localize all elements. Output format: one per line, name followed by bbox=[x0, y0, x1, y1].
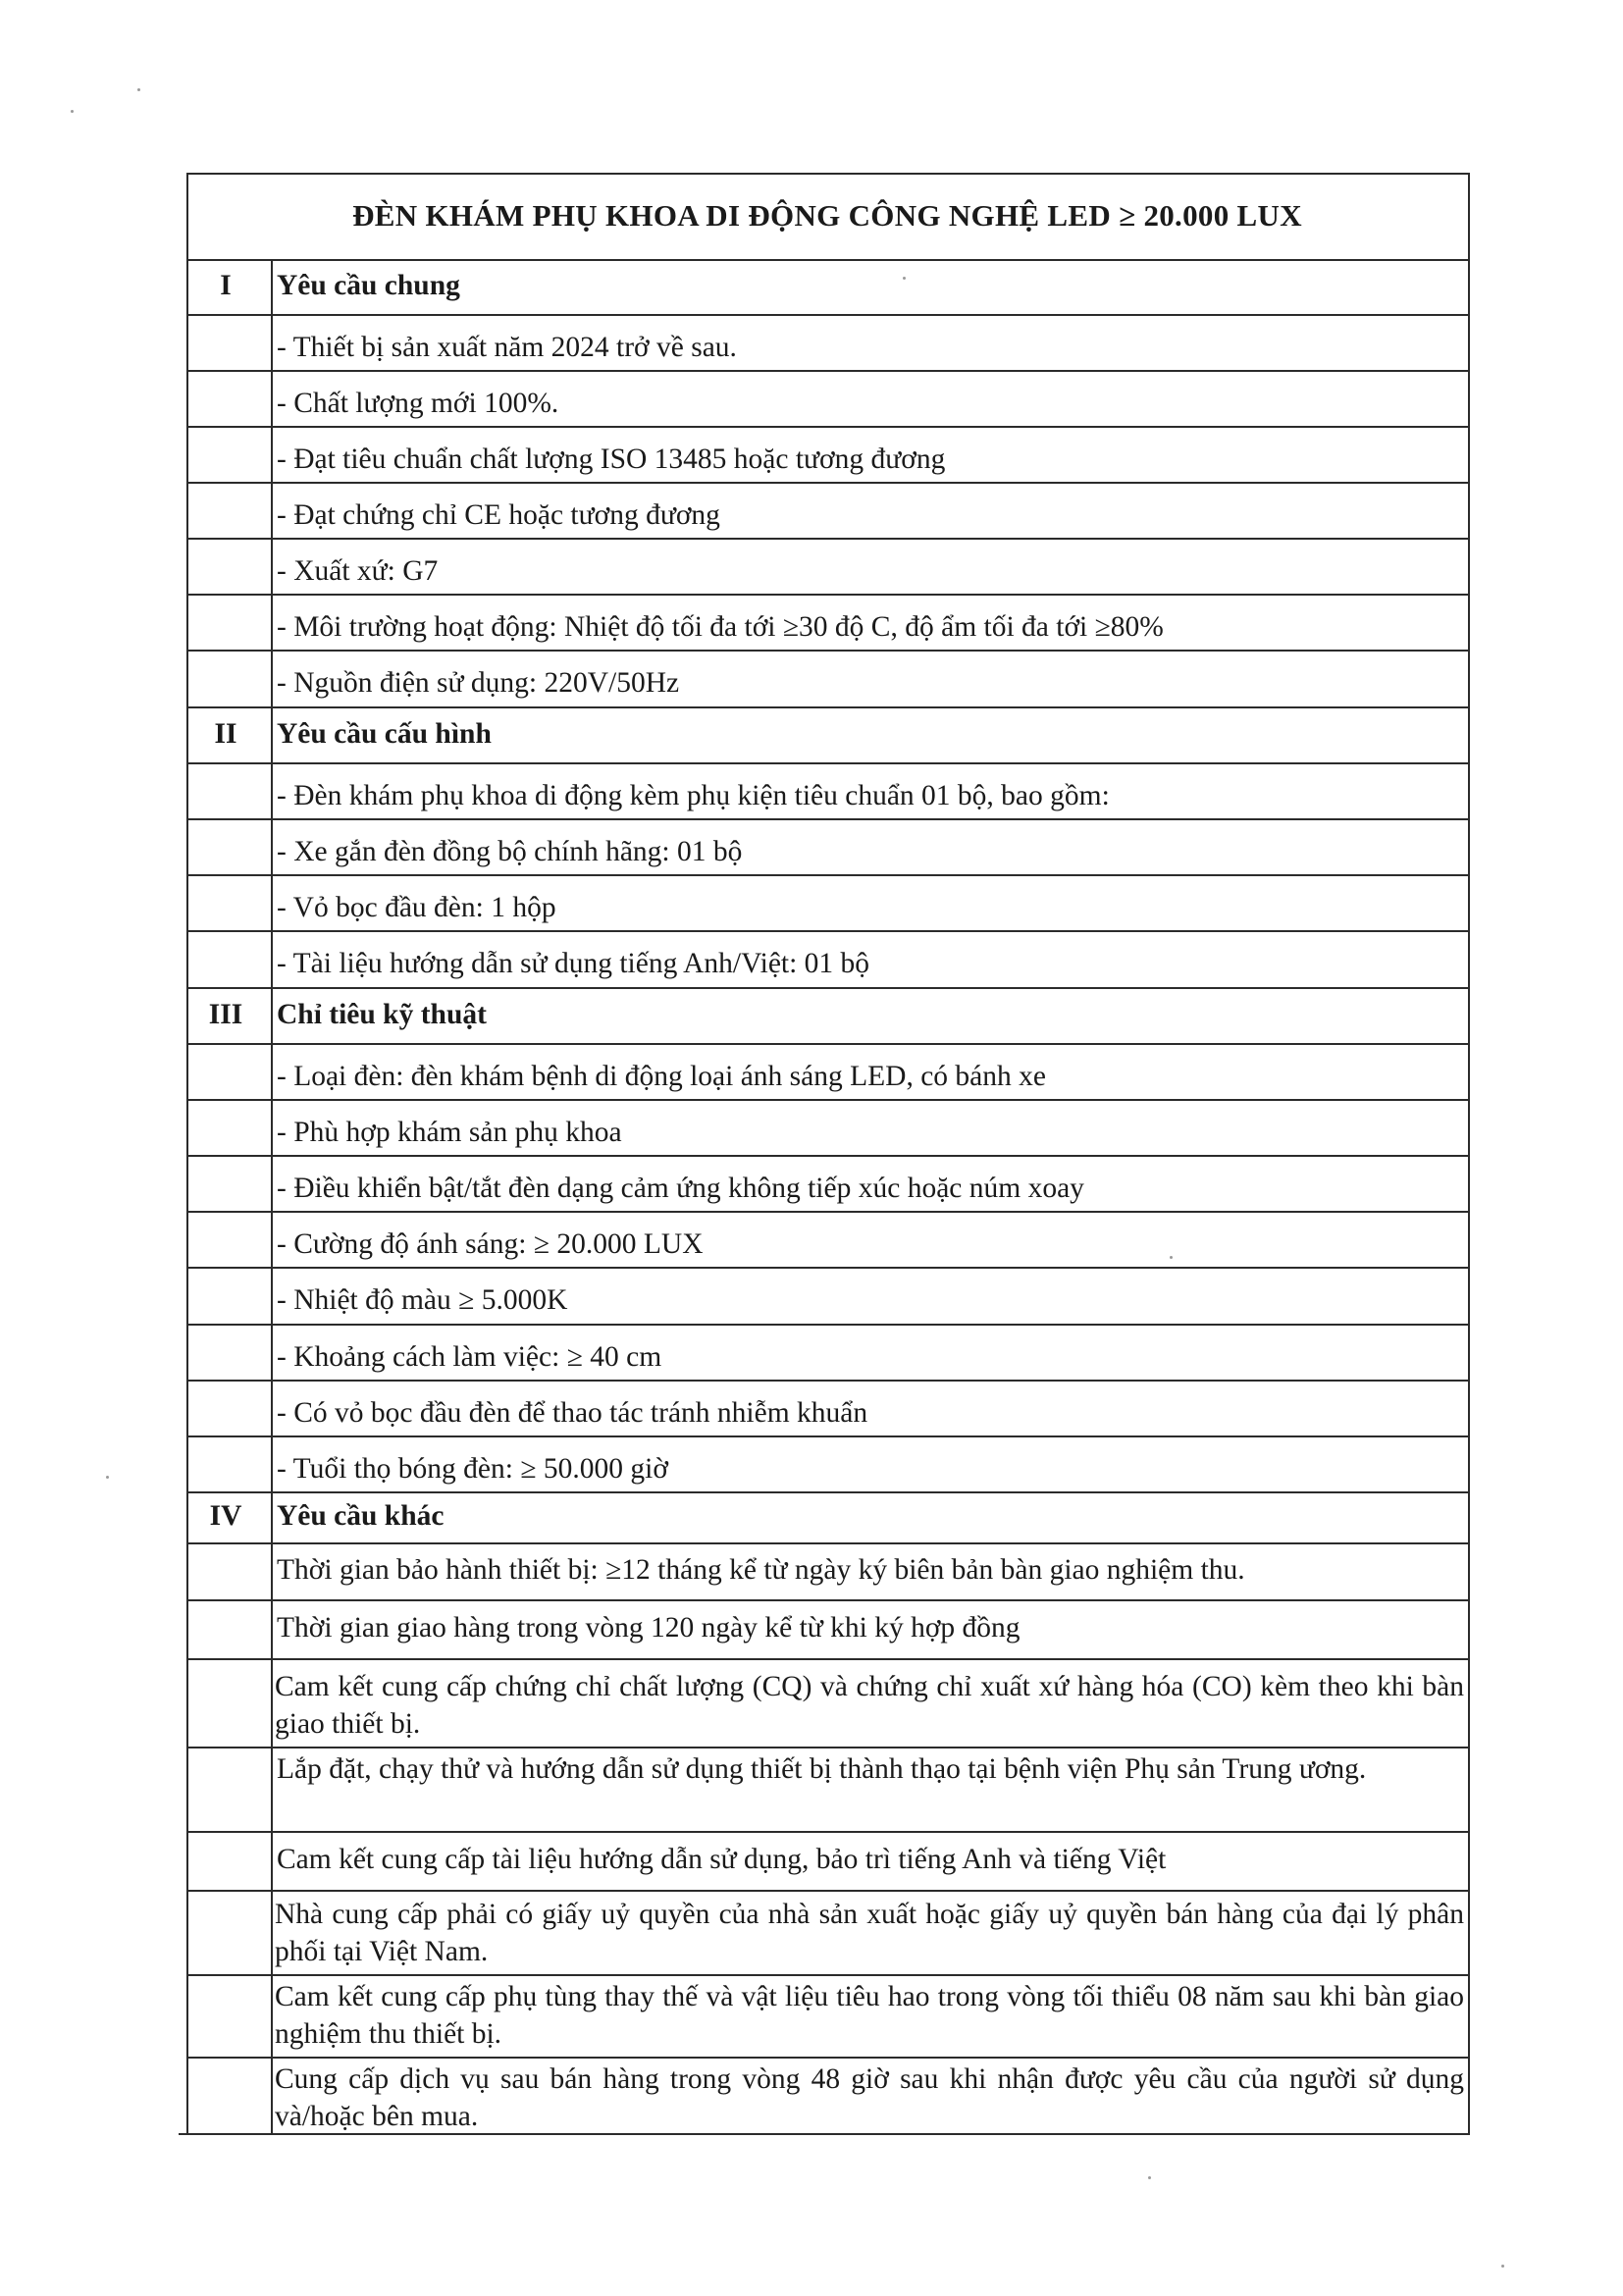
list-item: - Tài liệu hướng dẫn sử dụng tiếng Anh/Việt: 01 bộ bbox=[277, 948, 870, 980]
list-item: Cam kết cung cấp phụ tùng thay thế và vật liệu tiêu hao trong vòng tối thiểu 08 năm sau khi bàn giao nghiệm thu thiết bị. bbox=[275, 1981, 1464, 2050]
row-divider bbox=[186, 1747, 1470, 1748]
list-item: - Cường độ ánh sáng: ≥ 20.000 LUX bbox=[277, 1227, 704, 1260]
section-number: IV bbox=[209, 1500, 242, 1533]
list-item: - Điều khiển bật/tắt đèn dạng cảm ứng không tiếp xúc hoặc núm xoay bbox=[277, 1172, 1084, 1204]
scan-speck bbox=[1170, 1256, 1173, 1259]
list-item: Thời gian giao hàng trong vòng 120 ngày kể từ khi ký hợp đồng bbox=[277, 1612, 1021, 1644]
section-number: I bbox=[220, 270, 232, 302]
section-heading: Chỉ tiêu kỹ thuật bbox=[277, 998, 487, 1030]
scan-speck bbox=[137, 88, 140, 91]
list-item: - Vỏ bọc đầu đèn: 1 hộp bbox=[277, 891, 556, 923]
list-item: - Loại đèn: đèn khám bệnh di động loại ánh sáng LED, có bánh xe bbox=[277, 1060, 1046, 1092]
section-heading: Yêu cầu cấu hình bbox=[277, 717, 492, 750]
scan-speck bbox=[106, 1476, 109, 1479]
list-item: - Chất lượng mới 100%. bbox=[277, 387, 559, 419]
list-item: Thời gian bảo hành thiết bị: ≥12 tháng kể từ ngày ký biên bản bàn giao nghiệm thu. bbox=[277, 1554, 1245, 1587]
list-item: - Môi trường hoạt động: Nhiệt độ tối đa tới ≥30 độ C, độ ẩm tối đa tới ≥80% bbox=[277, 610, 1164, 643]
scan-speck bbox=[1148, 2176, 1151, 2179]
list-item: - Đèn khám phụ khoa di động kèm phụ kiện tiêu chuẩn 01 bộ, bao gồm: bbox=[277, 779, 1110, 811]
list-item: - Xuất xứ: G7 bbox=[277, 554, 439, 587]
list-item: - Nguồn điện sử dụng: 220V/50Hz bbox=[277, 667, 680, 700]
list-item: Nhà cung cấp phải có giấy uỷ quyền của nhà sản xuất hoặc giấy uỷ quyền bán hàng của đại lý phân phối tại Việt Nam. bbox=[275, 1899, 1464, 1967]
table-border-right bbox=[1468, 173, 1470, 2133]
row-divider bbox=[186, 1890, 1470, 1892]
list-item: - Phù hợp khám sản phụ khoa bbox=[277, 1116, 622, 1148]
scan-speck bbox=[71, 110, 74, 113]
list-item: - Xe gắn đèn đồng bộ chính hãng: 01 bộ bbox=[277, 835, 743, 867]
list-item: - Thiết bị sản xuất năm 2024 trở về sau. bbox=[277, 331, 737, 363]
section-number: II bbox=[214, 717, 237, 750]
table-border-left bbox=[186, 173, 188, 2133]
list-item: - Nhiệt độ màu ≥ 5.000K bbox=[277, 1284, 568, 1317]
list-item: - Đạt chứng chỉ CE hoặc tương đương bbox=[277, 498, 720, 531]
scan-speck bbox=[903, 277, 906, 280]
list-item: - Có vỏ bọc đầu đèn để thao tác tránh nhiễm khuẩn bbox=[277, 1396, 868, 1429]
list-item: Cung cấp dịch vụ sau bán hàng trong vòng 48 giờ sau khi nhận được yêu cầu của người sử dụng và/hoặc bên mua. bbox=[275, 2063, 1464, 2132]
list-item: - Đạt tiêu chuẩn chất lượng ISO 13485 hoặc tương đương bbox=[277, 443, 946, 475]
list-item: - Tuổi thọ bóng đèn: ≥ 50.000 giờ bbox=[277, 1452, 668, 1485]
section-number: III bbox=[208, 998, 243, 1030]
list-item: - Khoảng cách làm việc: ≥ 40 cm bbox=[277, 1340, 662, 1373]
row-divider bbox=[186, 2057, 1470, 2059]
list-item: Cam kết cung cấp chứng chỉ chất lượng (CQ) và chứng chỉ xuất xứ hàng hóa (CO) kèm theo khi bàn giao thiết bị. bbox=[275, 1671, 1464, 1740]
scan-speck bbox=[1501, 2265, 1504, 2268]
row-divider bbox=[186, 1658, 1470, 1660]
section-heading: Yêu cầu khác bbox=[277, 1500, 445, 1533]
document-title: ĐÈN KHÁM PHỤ KHOA DI ĐỘNG CÔNG NGHỆ LED ≥ 20.000 LUX bbox=[352, 198, 1302, 233]
section-heading: Yêu cầu chung bbox=[277, 270, 460, 302]
table-column-divider bbox=[271, 259, 273, 2133]
list-item: Lắp đặt, chạy thử và hướng dẫn sử dụng thiết bị thành thạo tại bệnh viện Phụ sản Trung ương. bbox=[277, 1753, 1367, 1785]
row-divider bbox=[186, 1974, 1470, 1976]
list-item: Cam kết cung cấp tài liệu hướng dẫn sử dụng, bảo trì tiếng Anh và tiếng Việt bbox=[277, 1844, 1167, 1876]
